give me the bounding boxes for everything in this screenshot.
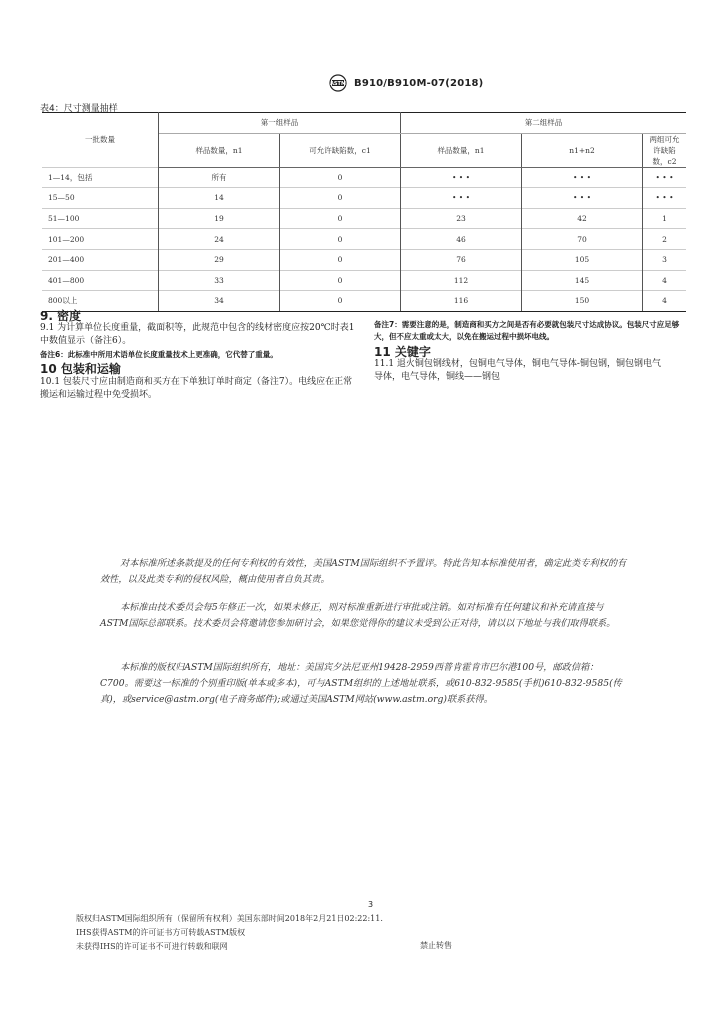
footer-line: IHS获得ASTM的许可证书方可转载ASTM版权: [76, 928, 246, 937]
table-row: [42, 167, 686, 188]
table-row: [42, 249, 686, 270]
table-cell: 14: [159, 188, 280, 209]
table-cell: 0: [280, 270, 401, 291]
table-cell: 23: [401, 208, 522, 229]
table-row: [42, 291, 686, 312]
col-lot-size: 一批数量: [42, 113, 159, 168]
table-cell: 76: [401, 249, 522, 270]
table-cell: 150: [522, 291, 643, 312]
table-row: [42, 208, 686, 229]
table-cell: 0: [280, 291, 401, 312]
group1-header: 第一组样品: [159, 113, 401, 134]
footer-line: 版权归ASTM国际组织所有（保留所有权利）美国东部时间2018年2月21日02:22:11.: [76, 914, 383, 923]
sub-header: 两组可允许缺陷数，c2: [643, 133, 687, 167]
section-10-1-text: 10.1 包装尺寸应由制造商和买方在下单独订单时商定（备注7）。电线应在正常搬运和运输过程中免受损坏。: [40, 377, 353, 400]
table-cell: 42: [522, 208, 643, 229]
table-cell: 所有: [159, 167, 280, 188]
note-7: 备注7：需要注意的是，制造商和买方之间是否有必要就包装尺寸达成协议。包装尺寸应足够大，但不应太重或太大，以免在搬运过程中损坏电线。: [374, 320, 680, 341]
table-cell: 105: [522, 249, 643, 270]
table-cell: 19: [159, 208, 280, 229]
table-cell: 0: [280, 188, 401, 209]
table-caption: 表4：尺寸测量抽样: [40, 104, 118, 114]
table-cell: 101—200: [42, 229, 159, 250]
table-cell: 116: [401, 291, 522, 312]
sub-header: 样品数量，n1: [401, 133, 522, 167]
table-cell: • • •: [522, 167, 643, 188]
disclaimer-copyright: 本标准的版权归ASTM国际组织所有，地址：美国宾夕法尼亚州19428-2959西普肯霍肯市巴尔港100号，邮政信箱：C700。需要这一标准的个别重印版(单本或多本)，可与ASTM组织的上述地址联系，或610-832-9585(手机)610-832-9585(传真)，或service@astm.org(电子商务邮件);或通过美国ASTM网站(www.astm.org)联系获得。: [100, 662, 622, 705]
table-cell: • • •: [522, 188, 643, 209]
table-cell: 33: [159, 270, 280, 291]
table-cell: 401—800: [42, 270, 159, 291]
table-cell: 29: [159, 249, 280, 270]
table-cell: 4: [643, 291, 687, 312]
table-cell: 201—400: [42, 249, 159, 270]
section-9-title: 9. 密度: [40, 309, 82, 323]
sub-header: 可允许缺陷数，c1: [280, 133, 401, 167]
table-cell: 34: [159, 291, 280, 312]
table-cell: 4: [643, 270, 687, 291]
table-cell: • • •: [643, 167, 687, 188]
table-row: [42, 229, 686, 250]
table-cell: 51—100: [42, 208, 159, 229]
document-header: [328, 74, 483, 92]
svg-text:ASTM: ASTM: [330, 81, 346, 87]
sub-header: n1+n2: [522, 133, 643, 167]
disclaimer-patent: 对本标准所述条款提及的任何专利权的有效性，美国ASTM国际组织不予置评。特此告知本标准使用者，确定此类专利权的有效性，以及此类专利的侵权风险，概由使用者自负其责。: [100, 558, 627, 585]
astm-logo-icon: [328, 74, 348, 92]
document-number: B910/B910M-07(2018): [354, 77, 484, 89]
table-cell: 1—14，包括: [42, 167, 159, 188]
table-cell: • • •: [643, 188, 687, 209]
section-9-1-text: 9.1 为计算单位长度重量，截面积等，此规范中包含的线材密度应按20℃时表1中数值显示（备注6）。: [40, 323, 355, 346]
table-cell: 145: [522, 270, 643, 291]
sampling-table: [42, 112, 686, 312]
table-cell: • • •: [401, 167, 522, 188]
footer-license: [76, 912, 383, 954]
table-cell: 1: [643, 208, 687, 229]
table-cell: 0: [280, 167, 401, 188]
table-cell: 0: [280, 249, 401, 270]
table-cell: 0: [280, 229, 401, 250]
table-cell: 2: [643, 229, 687, 250]
footer-line: 未获得IHS的许可证书不可进行转载和联网: [76, 942, 228, 951]
table-cell: 46: [401, 229, 522, 250]
table-cell: 15—50: [42, 188, 159, 209]
table-row: [42, 270, 686, 291]
section-11-1-text: 11.1 退火铜包钢线材，包铜电气导体，铜电气导体-铜包钢，铜包钢电气导体，电气导体，铜线——钢包: [374, 359, 661, 382]
disclaimer-revision: 本标准由技术委员会每5年修正一次，如果未修正，则对标准重新进行审批或注销。如对标准有任何建议和补充请直接与ASTM国际总部联系。技术委员会将邀请您参加研讨会，如果您觉得你的建议未受到公正对待，请以以下地址与我们取得联系。: [100, 602, 616, 629]
table-cell: • • •: [401, 188, 522, 209]
page-number: 3: [368, 900, 374, 909]
table-cell: 24: [159, 229, 280, 250]
table-row: [42, 188, 686, 209]
note-6: 备注6：此标准中所用术语单位长度重量技术上更准确，它代替了重量。: [40, 350, 278, 359]
table-cell: 3: [643, 249, 687, 270]
table-cell: 112: [401, 270, 522, 291]
table-cell: 800以上: [42, 291, 159, 312]
resale-notice: 禁止转售: [420, 941, 452, 950]
section-11-title: 11 关键字: [374, 345, 431, 359]
sub-header: 样品数量，n1: [159, 133, 280, 167]
table-cell: 70: [522, 229, 643, 250]
group2-header: 第二组样品: [401, 113, 687, 134]
table-cell: 0: [280, 208, 401, 229]
section-10-title: 10 包装和运输: [40, 362, 121, 376]
